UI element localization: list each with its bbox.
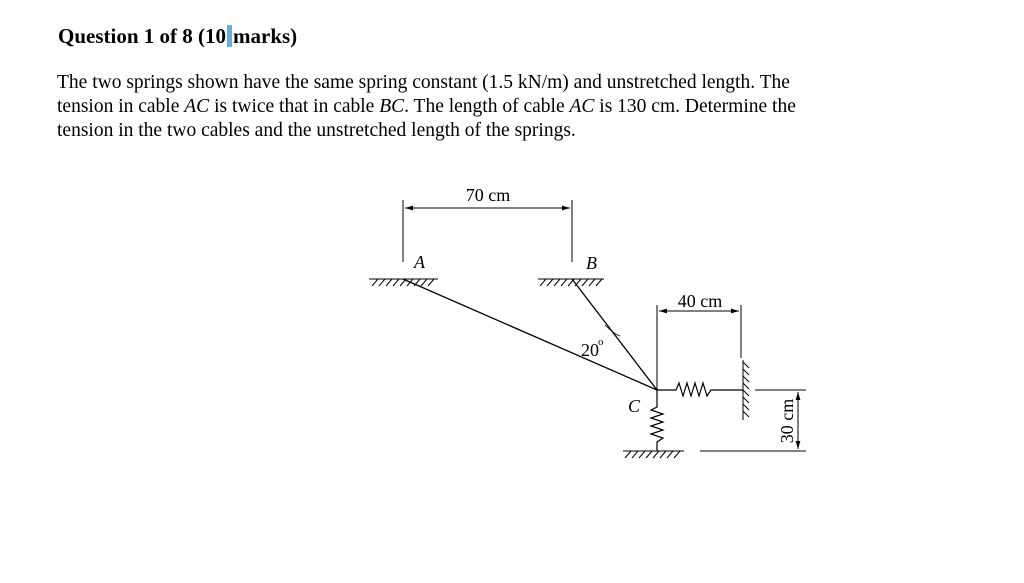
label-b: B (586, 253, 597, 273)
dimension-40cm-label: 40 cm (677, 291, 723, 311)
label-c: C (628, 396, 641, 416)
vertical-spring (651, 390, 663, 451)
wall-right (743, 360, 749, 420)
question-title-start: Question 1 of 8 (10 (58, 24, 226, 48)
dimension-70cm (403, 200, 572, 262)
support-b (538, 279, 604, 286)
cable-bc (572, 279, 657, 390)
problem-line-3: tension in the two cables and the unstretched length of the springs. (57, 120, 576, 141)
question-title-end: marks) (233, 24, 298, 48)
angle-arc (605, 325, 620, 336)
dimension-70cm-label: 70 cm (465, 185, 511, 205)
problem-line-1: The two springs shown have the same spring constant (1.5 kN/m) and unstretched length. The (57, 72, 790, 93)
angle-degree: o (598, 336, 604, 348)
horizontal-spring (657, 383, 743, 396)
support-a (369, 279, 438, 286)
dimension-40cm (657, 305, 741, 390)
cable-ac (403, 279, 657, 390)
dimension-30cm-label: 30 cm (777, 398, 797, 444)
label-a: A (414, 252, 425, 272)
problem-line-2: tension in cable AC is twice that in cable BC. The length of cable AC is 130 cm. Determine the (57, 96, 796, 117)
ground-bottom (623, 451, 684, 458)
angle-value: 20 (581, 340, 599, 360)
